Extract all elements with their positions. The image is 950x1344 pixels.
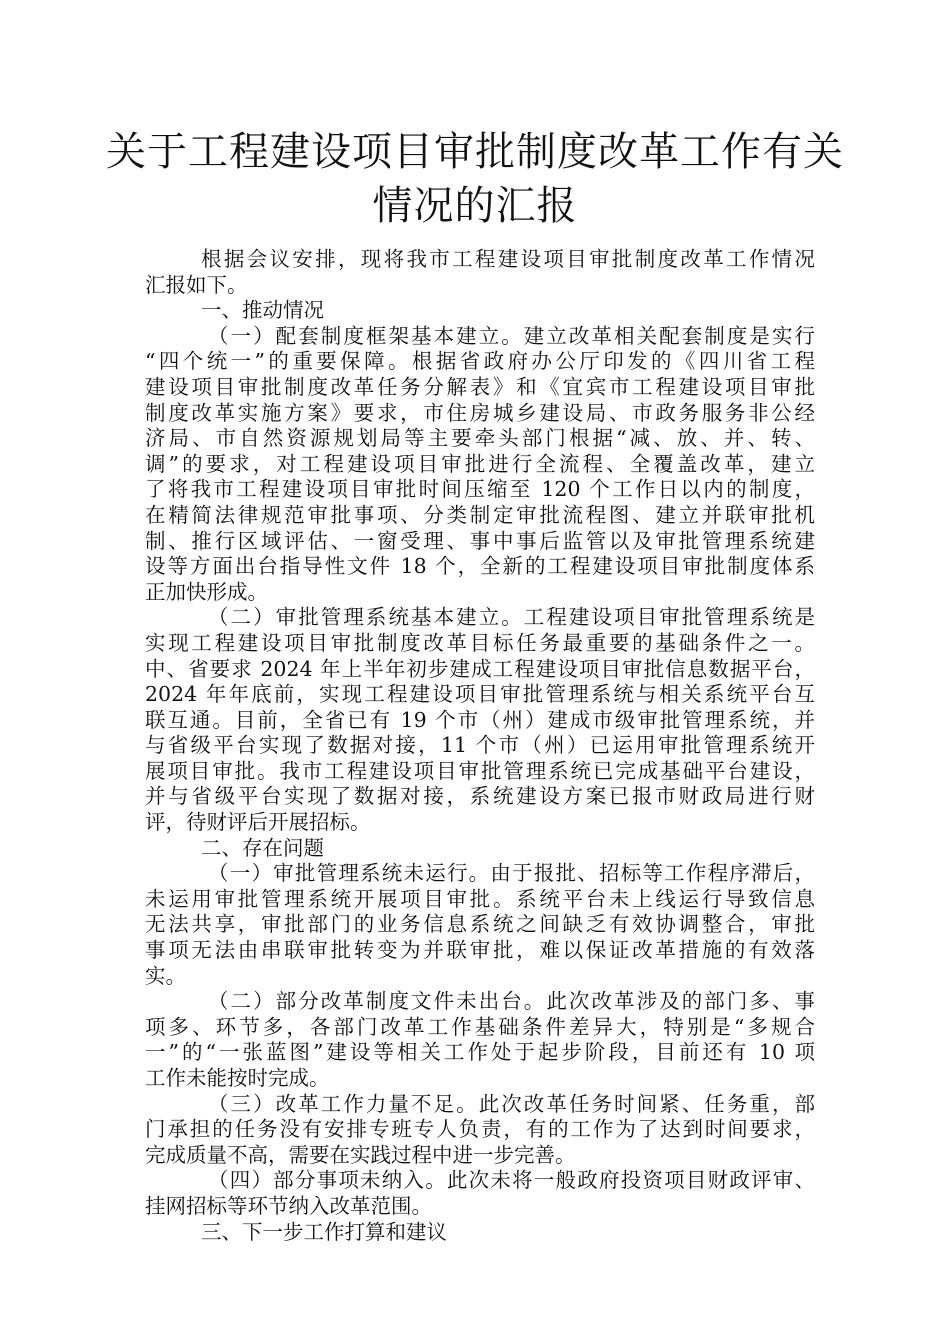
paragraph-line: （二）部分改革制度文件未出台。此次改革涉及的部门多、事 xyxy=(208,989,815,1014)
paragraph-line: 一、推动情况 xyxy=(201,298,324,323)
paragraph-line: 实现工程建设项目审批制度改革目标任务最重要的基础条件之一。 xyxy=(145,630,815,655)
paragraph-line: 完成质量不高，需要在实践过程中进一步完善。 xyxy=(145,1142,576,1167)
paragraph-line: （三）改革工作力量不足。此次改革任务时间紧、任务重，部 xyxy=(208,1091,815,1116)
paragraph-line: 未运用审批管理系统开展项目审批。系统平台未上线运行导致信息 xyxy=(145,886,815,911)
paragraph-line: 事项无法由串联审批转变为并联审批，难以保证改革措施的有效落 xyxy=(145,938,815,963)
paragraph-line: 在精简法律规范审批事项、分类制定审批流程图、建立并联审批机 xyxy=(145,502,815,527)
paragraph-line: 三、下一步工作打算和建议 xyxy=(201,1219,447,1244)
paragraph-line: （一）审批管理系统未运行。由于报批、招标等工作程序滞后， xyxy=(208,861,815,886)
paragraph-line: 挂网招标等环节纳入改革范围。 xyxy=(145,1193,432,1218)
paragraph-line: 中、省要求 2024 年上半年初步建成工程建设项目审批信息数据平台， xyxy=(145,656,815,681)
paragraph-line: 项多、环节多，各部门改革工作基础条件差异大，特别是“多规合 xyxy=(145,1014,815,1039)
paragraph-line: 评，待财评后开展招标。 xyxy=(145,810,371,835)
paragraph-line: 一”的“一张蓝图”建设等相关工作处于起步阶段，目前还有 10 项 xyxy=(145,1040,815,1065)
document-body xyxy=(145,247,815,1245)
paragraph-line: 与省级平台实现了数据对接，11 个市（州）已运用审批管理系统开 xyxy=(145,733,815,758)
paragraph-line: 设等方面出台指导性文件 18 个，全新的工程建设项目审批制度体系 xyxy=(145,554,815,579)
paragraph-line: 济局、市自然资源规划局等主要牵头部门根据“减、放、并、转、 xyxy=(145,426,815,451)
paragraph-line: 了将我市工程建设项目审批时间压缩至 120 个工作日以内的制度， xyxy=(145,477,815,502)
paragraph-line: （一）配套制度框架基本建立。建立改革相关配套制度是实行 xyxy=(208,323,815,348)
paragraph-line: 根据会议安排，现将我市工程建设项目审批制度改革工作情况 xyxy=(201,247,815,271)
document-title-line-1: 关于工程建设项目审批制度改革工作有关 xyxy=(106,129,844,175)
paragraph-line: 门承担的任务没有安排专班专人负责，有的工作为了达到时间要求， xyxy=(145,1117,815,1142)
paragraph-line: 无法共享，审批部门的业务信息系统之间缺乏有效协调整合，审批 xyxy=(145,912,815,937)
paragraph-line: 制度改革实施方案》要求，市住房城乡建设局、市政务服务非公经 xyxy=(145,400,815,425)
paragraph-line: 工作未能按时完成。 xyxy=(145,1066,330,1090)
paragraph-line: （二）审批管理系统基本建立。工程建设项目审批管理系统是 xyxy=(208,605,815,630)
paragraph-line: 制、推行区域评估、一窗受理、事中事后监管以及审批管理系统建 xyxy=(145,528,815,553)
paragraph-line: 并与省级平台实现了数据对接，系统建设方案已报市财政局进行财 xyxy=(145,784,815,809)
paragraph-line: “四个统一”的重要保障。根据省政府办公厅印发的《四川省工程 xyxy=(145,349,815,374)
paragraph-line: 2024 年年底前，实现工程建设项目审批管理系统与相关系统平台互 xyxy=(145,682,815,707)
paragraph-line: 实。 xyxy=(145,963,186,988)
paragraph-line: 调”的要求，对工程建设项目审批进行全流程、全覆盖改革，建立 xyxy=(145,451,815,476)
paragraph-line: 展项目审批。我市工程建设项目审批管理系统已完成基础平台建设， xyxy=(145,758,815,783)
paragraph-line: 建设项目审批制度改革任务分解表》和《宜宾市工程建设项目审批 xyxy=(145,374,815,399)
paragraph-line: 联互通。目前，全省已有 19 个市（州）建成市级审批管理系统，并 xyxy=(145,707,815,732)
paragraph-line: （四）部分事项未纳入。此次未将一般政府投资项目财政评审、 xyxy=(208,1168,815,1193)
paragraph-line: 二、存在问题 xyxy=(201,835,324,860)
document-title-line-2: 情况的汇报 xyxy=(372,183,578,229)
paragraph-line: 正加快形成。 xyxy=(145,579,268,604)
paragraph-line: 汇报如下。 xyxy=(145,272,248,297)
